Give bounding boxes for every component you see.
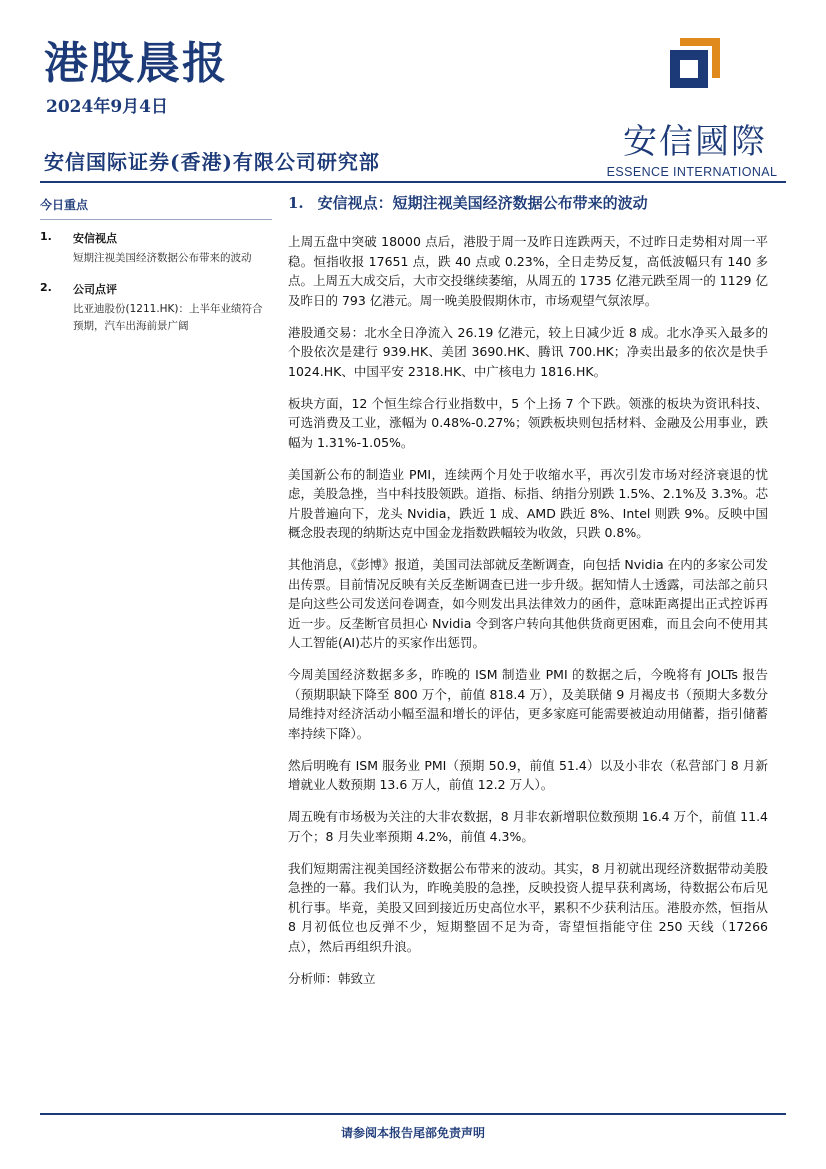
header-divider (40, 181, 786, 183)
body-paragraph: 然后明晚有 ISM 服务业 PMI（预期 50.9，前值 51.4）以及小非农（私营部门 8 月新增就业人数预期 13.6 万人，前值 12.2 万人）。 (288, 757, 768, 792)
body-paragraph: 周五晚有市场极为关注的大非农数据，8 月非农新增职位数预期 16.4 万个，前值 11.4 万个；8 月失业率预期 4.2%，前值 4.3%。 (288, 809, 768, 844)
highlight-item (40, 281, 272, 335)
section-number: 1. (288, 194, 304, 212)
body-paragraph: 板块方面，12 个恒生综合行业指数中，5 个上扬 7 个下跌。领涨的板块为资讯科技、可选消费及工业，涨幅为 0.48%-0.27%；领跌板块则包括材料、金融及公用事业，跌幅为 1.31%-1.05%。 (288, 395, 768, 450)
main-content (288, 192, 768, 988)
highlight-number: 2. (40, 281, 52, 294)
body-paragraph: 上周五盘中突破 18000 点后，港股于周一及昨日连跌两天，不过昨日走势相对周一平稳。恒指收报 17651 点，跌 40 点或 0.23%，全日走势反复，高低波幅只有 140 多点。上周五大成交后，大市交投继续萎缩，从周五的 1735 亿港元跌至周一的 1129 亿及昨日的 793 亿港元。周一晚美股假期休市，市场观望气氛浓厚。 (288, 234, 768, 308)
disclaimer-note: 请参阅本报告尾部免责声明 (340, 1126, 485, 1140)
logo-english-name: ESSENCE INTERNATIONAL (606, 165, 778, 179)
section-title: 安信视点：短期注视美国经济数据公布带来的波动 (317, 194, 648, 212)
highlight-title: 安信视点 (73, 232, 117, 245)
body-paragraph: 美国新公布的制造业 PMI，连续两个月处于收缩水平，再次引发市场对经济衰退的忧虑，美股急挫，当中科技股领跌。道指、标指、纳指分别跌 1.5%、2.1%及 3.3%。芯片股普遍向下，龙头 Nvidia，跌近 1 成、AMD 跌近 8%、Intel 则跌 9%。反映中国概念股表现的纳斯达克中国金龙指数跌幅较为收敛，只跌 0.8%。 (288, 466, 768, 540)
highlights-sidebar (40, 196, 272, 349)
footer-divider (40, 1113, 786, 1115)
body-paragraph: 今周美国经济数据多多，昨晚的 ISM 制造业 PMI 的数据之后，今晚将有 JOLTs 报告（预期职缺下降至 800 万个，前值 818.4 万），及美联储 9 月褐皮书（预期大多数分局维持对经济活动小幅至温和增长的评估，更多家庭可能需要被迫动用储蓄，指引储蓄率持续下降）。 (288, 667, 768, 741)
highlight-item (40, 230, 272, 267)
body-paragraph: 其他消息，《彭博》报道，美国司法部就反垄断调查，向包括 Nvidia 在内的多家公司发出传票。目前情况反映有关反垄断调查已进一步升级。据知情人士透露，司法部之前只是向这些公司发送问卷调查，如今则发出具法律效力的函件，意味距离提出正式控诉再近一步。反垄断官员担心 Nvidia 令到客户转向其他供货商更困难，而且会向不使用其人工智能(AI)芯片的买家作出惩罚。 (288, 557, 768, 650)
highlight-text: 短期注视美国经济数据公布带来的波动 (73, 252, 252, 264)
body-paragraph: 港股通交易：北水全日净流入 26.19 亿港元，较上日减少近 8 成。北水净买入最多的个股依次是建行 939.HK、美团 3690.HK、腾讯 700.HK；净卖出最多的依次是快手 1024.HK、中国平安 2318.HK、中广核电力 1816.HK。 (288, 324, 768, 379)
body-paragraph: 我们短期需注视美国经济数据公布带来的波动。其实，8 月初就出现经济数据带动美股急挫的一幕。我们认为，昨晚美股的急挫，反映投资人提早获利离场，待数据公布后见机行事。毕竟，美股又回到接近历史高位水平，累积不少获利沽压。港股亦然，恒指从 8 月初低位也反弹不少，短期整固不足为奇，寄望恒指能守住 250 天线（17266 点），然后再组织升浪。 (288, 860, 768, 954)
highlight-number: 1. (40, 230, 52, 243)
logo-chinese-name: 安信國際 (623, 122, 767, 162)
department-name: 安信国际证券(香港)有限公司研究部 (44, 150, 380, 174)
section-heading (288, 192, 768, 214)
report-date: 2024年9月4日 (46, 97, 168, 117)
report-title: 港股晨报 (44, 38, 228, 89)
analyst-name: 分析师：韩致立 (288, 970, 376, 986)
company-logo-icon (666, 36, 722, 92)
highlight-text: 比亚迪股份(1211.HK)：上半年业绩符合预期，汽车出海前景广阔 (73, 303, 263, 332)
highlights-heading: 今日重点 (40, 196, 272, 220)
highlight-title: 公司点评 (73, 283, 117, 296)
